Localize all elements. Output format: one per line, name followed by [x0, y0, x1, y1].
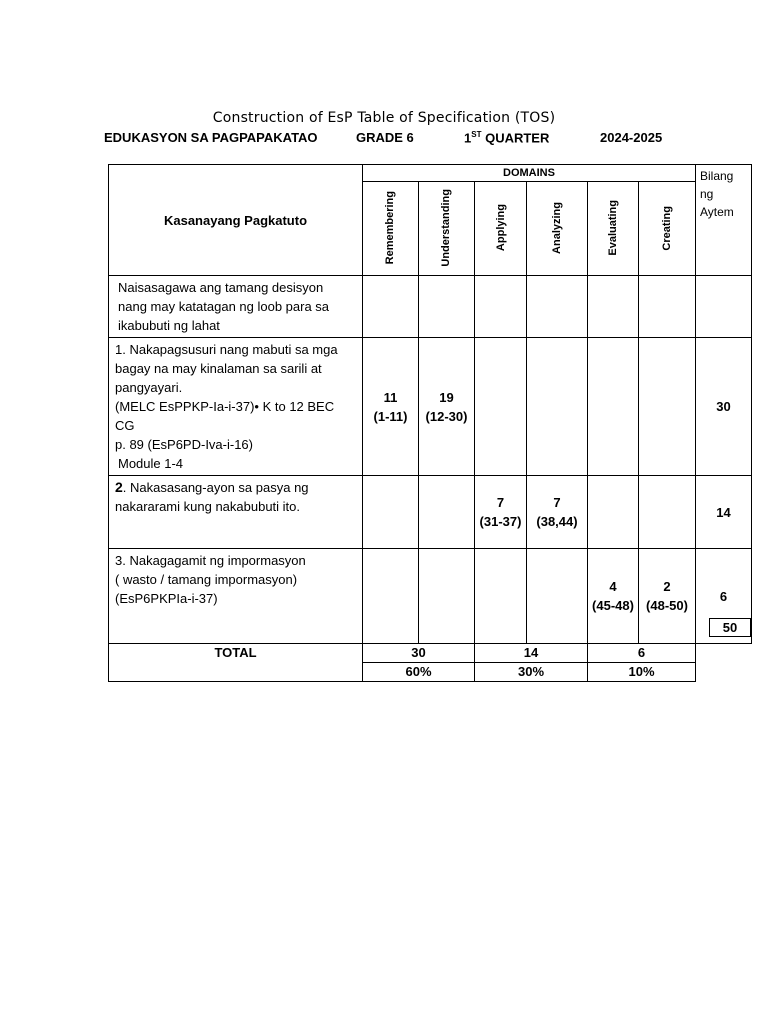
grand-total-box: 50	[709, 618, 751, 637]
percent-cell: 60%	[363, 663, 475, 682]
quarter-label: 1ST QUARTER	[464, 130, 550, 146]
table-row	[109, 338, 752, 476]
percent-cell: 10%	[588, 663, 696, 682]
domain-creating: Creating	[639, 182, 696, 276]
competency-cell: 1. Nakapagsusuri nang mabuti sa mga bagay na may kinalaman sa sarili at pangyayari. (MELC EsPPKP-Ia-i-37)• K to 12 BEC CG p. 89 (EsP6PD-Iva-i-16) Module 1-4	[109, 338, 363, 476]
total-label: TOTAL	[109, 644, 363, 682]
quarter-superscript: ST	[471, 130, 482, 139]
subject-label: EDUKASYON SA PAGPAPAKATAO	[104, 130, 318, 145]
competency-cell: 2. Nakasasang-ayon sa pasya ng nakararami kung nakabubuti ito.	[109, 476, 363, 549]
item-count-header-line-2: ng	[700, 187, 714, 201]
table-row	[109, 276, 752, 338]
domain-analyzing: Analyzing	[527, 182, 588, 276]
item-count-header	[696, 165, 752, 276]
total-cell: 6	[588, 644, 696, 663]
creating-value: 2 (48-50)	[639, 549, 696, 644]
competency-header: Kasanayang Pagkatuto	[109, 165, 363, 276]
item-count-header-line-3: Aytem	[700, 205, 734, 219]
total-cell: 14	[475, 644, 588, 663]
domains-header: DOMAINS	[363, 165, 696, 182]
item-count-value: 6	[696, 549, 752, 644]
subtitle-line	[104, 130, 724, 148]
understanding-value: 19 (12-30)	[419, 338, 475, 476]
competency-cell: 3. Nakagagamit ng impormasyon ( wasto / tamang impormasyon) (EsP6PKPIa-i-37)	[109, 549, 363, 644]
document-title: Construction of EsP Table of Specification (TOS)	[212, 110, 556, 126]
evaluating-value: 4 (45-48)	[588, 549, 639, 644]
domain-understanding: Understanding	[419, 182, 475, 276]
total-row	[109, 644, 752, 663]
total-cell: 30	[363, 644, 475, 663]
percent-cell: 30%	[475, 663, 588, 682]
analyzing-value: 7 (38,44)	[527, 476, 588, 549]
domain-applying: Applying	[475, 182, 527, 276]
tos-table	[108, 164, 752, 682]
item-count-value: 14	[696, 476, 752, 549]
school-year-label: 2024-2025	[600, 130, 663, 145]
applying-value: 7 (31-37)	[475, 476, 527, 549]
remembering-value: 11 (1-11)	[363, 338, 419, 476]
domain-evaluating: Evaluating	[588, 182, 639, 276]
grade-label: GRADE 6	[356, 130, 414, 145]
table-row	[109, 476, 752, 549]
table-row	[109, 549, 752, 644]
domain-remembering: Remembering	[363, 182, 419, 276]
item-count-value: 30	[696, 338, 752, 476]
item-count-header-line-1: Bilang	[700, 169, 734, 183]
competency-cell: Naisasagawa ang tamang desisyon nang may katatagan ng loob para sa ikabubuti ng lahat	[109, 276, 363, 338]
